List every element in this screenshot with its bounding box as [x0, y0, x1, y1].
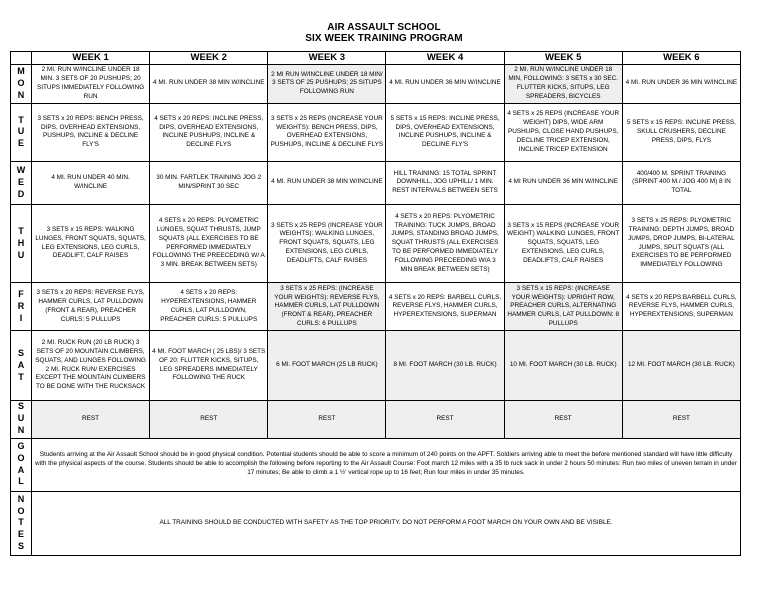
week-header: WEEK 1	[32, 52, 150, 65]
workout-cell: 4 SETS x 20 REPS: BARBELL CURLS, REVERSE FLYS, HAMMER CURLS, HYPEREXTENSIONS, SUPERMAN	[386, 283, 504, 331]
workout-cell: 3 SETS x 20 REPS: REVERSE FLYS, HAMMER CURLS, LAT PULLDOWN (FRONT & REAR), PREACHER CURLS: 5 PULLUPS	[32, 283, 150, 331]
day-letter: D	[17, 188, 25, 199]
workout-cell: 3 SETS x 25 REPS: PLYOMETRIC TRAINING: DEPTH JUMPS, BROAD JUMPS, DROP JUMPS, BI-LATERAL JUMPS, SPLIT SQUATS (ALL EXERCISES TO BE PERFORMED IMMEDIATELY FOLLOWING	[622, 204, 740, 283]
day-row-tuesday	[11, 103, 741, 161]
workout-cell: 3 SETS x 25 REPS (INCREASE YOUR WEIGHTS): BENCH PRESS, DIPS, OVERHEAD EXTENSIONS, PUSHUPS, INCLINE & DECLINE FLYS	[268, 103, 386, 161]
week-header: WEEK 3	[268, 52, 386, 65]
workout-cell: 4 MI. RUN UNDER 36 MIN W/INCLINE	[622, 65, 740, 104]
week-header: WEEK 2	[150, 52, 268, 65]
training-schedule-table	[10, 51, 741, 556]
day-letter: I	[19, 312, 23, 323]
goal-text: Students arriving at the Air Assault School should be in good physical condition. Potential students should be able to score a minimum of 240 points on the APFT. Soldiers arriving able to meet the before mentioned standard will have little difficulty with the physical aspects of the course. Students should be able to accomplish the following before reporting to the Air Assault Course: Foot march 12 miles with a 35 lb ruck sack in under 2 hours 50 minutes: Run two miles of uneven terrain in under 17 minutes; Be able to climb a 1 ½' vertical rope up to 16 feet; Run four miles in under 35 minutes.	[32, 438, 741, 491]
day-letter: E	[17, 138, 24, 149]
goal-letter: O	[17, 452, 25, 463]
day-letter: F	[18, 289, 24, 300]
workout-cell: 4 MI. RUN UNDER 38 MIN W/INCLINE	[150, 65, 268, 104]
workout-cell: 3 SETS x 15 REPS: WALKING LUNGES, FRONT SQUATS, SQUATS, LEG EXTENSIONS, LEG CURLS, DEADLIFT, CALF RAISES	[32, 204, 150, 283]
workout-cell: REST	[32, 400, 150, 438]
workout-cell: 3 SETS x 25 REPS: (INCREASE YOUR WEIGHTS): REVERSE FLYS, HAMMER CURLS, LAT PULLDOWN (FRONT & REAR), PREACHER CURLS: 6 PULLUPS	[268, 283, 386, 331]
workout-cell: 4 SETS x 20 REPS: PLYOMETRIC LUNGES, SQUAT THRUSTS, JUMP SQUATS (ALL EXERCISES TO BE PERFORMED IMMEDIATELY FOLLOWING THE PREECEDING W/ A 3 MIN. BREAK BETWEEN SETS)	[150, 204, 268, 283]
notes-letter: E	[17, 529, 24, 540]
workout-cell: 4 SETS x 20 REPS: PLYOMETRIC TRAINING: TUCK JUMPS, BROAD JUMPS, STANDING BROAD JUMPS, SQUAT THRUSTS (ALL EXERCISES TO BE PERFORMED IMMEDIATELY FOLLOWING PRECEEDING W/A 3 MIN BREAK BETWEEN SETS)	[386, 204, 504, 283]
workout-cell: 400/400 M. SPRINT TRAINING (SPRINT 400 M./ JOG 400 M) 8 IN TOTAL	[622, 161, 740, 204]
day-row-monday	[11, 65, 741, 104]
day-letter: N	[17, 425, 25, 436]
workout-cell: REST	[386, 400, 504, 438]
day-letter: W	[16, 165, 26, 176]
workout-cell: 5 SETS x 15 REPS: INCLINE PRESS, DIPS, OVERHEAD EXTENSIONS, INCLINE PUSHUPS, INCLINE & DECLINE FLY'S	[386, 103, 504, 161]
notes-text: ALL TRAINING SHOULD BE CONDUCTED WITH SAFETY AS THE TOP PRIORITY. DO NOT PERFORM A FOOT MARCH ON YOUR OWN AND BE VISIBLE.	[32, 491, 741, 555]
workout-cell: 2 MI RUN W/INCLINE UNDER 18 MIN/ 3 SETS OF 25 PUSHUPS; 25 SITUPS FOLLOWING RUN	[268, 65, 386, 104]
day-row-wednesday	[11, 161, 741, 204]
day-letter: T	[18, 114, 24, 125]
day-letter: T	[18, 371, 24, 382]
day-row-sunday	[11, 400, 741, 438]
workout-cell: 4 SETS x 25 REPS (INCREASE YOUR WEIGHT) DIPS, WIDE ARM PUSHUPS, CLOSE HAND PUSHUPS, DECLINE TRICEP EXTENSION, INCLINE TRICEP EXTENSION	[504, 103, 622, 161]
week-header: WEEK 4	[386, 52, 504, 65]
notes-letter: O	[17, 505, 25, 516]
workout-cell: 3 SETS x 15 REPS (INCREASE YOUR WEIGHT) WALKING LUNGES, FRONT SQUATS, SQUATS, LEG EXTENSIONS, LEG CURLS, DEADLIFTS, CALF RAISES	[504, 204, 622, 283]
workout-cell: 2 MI. RUN W/INCLINE UNDER 18 MIN. 3 SETS OF 20 PUSHUPS; 20 SITUPS IMMEDIATELY FOLLOWING RUN	[32, 65, 150, 104]
workout-cell: 4 SETS x 20 REPS:BARBELL CURLS, REVERSE FLYS, HAMMER CURLS, HYPEREXTENSIONS, SUPERMAN	[622, 283, 740, 331]
workout-cell: 4 MI. RUN UNDER 38 MIN W/INCLINE	[268, 161, 386, 204]
corner-cell	[11, 52, 32, 65]
day-letter: S	[17, 347, 24, 358]
workout-cell: 4 MI RUN UNDER 36 MIN W/INCLINE	[504, 161, 622, 204]
day-label	[11, 400, 32, 438]
workout-cell: 6 MI. FOOT MARCH (25 LB RUCK)	[268, 331, 386, 400]
day-letter: U	[17, 413, 25, 424]
workout-cell: 10 MI. FOOT MARCH (30 LB. RUCK)	[504, 331, 622, 400]
workout-cell: 30 MIN. FARTLEK TRAINING JOG 2 MIN/SPRINT 30 SEC	[150, 161, 268, 204]
day-letter: A	[17, 359, 25, 370]
day-letter: M	[17, 66, 25, 77]
day-label	[11, 283, 32, 331]
workout-cell: 3 SETS x 25 REPS (INCREASE YOUR WEIGHTS): WALKING LUNGES, FRONT SQUATS, SQUATS, LEG EXTENSIONS, LEG CURLS, DEADLIFTS, CALF RAISES	[268, 204, 386, 283]
goal-letter: A	[17, 464, 25, 475]
workout-cell: 5 SETS x 15 REPS: INCLINE PRESS, SKULL CRUSHERS, DECLINE PRESS, DIPS, FLYS	[622, 103, 740, 161]
workout-cell: 4 MI. RUN UNDER 40 MIN. W/INCLINE	[32, 161, 150, 204]
workout-cell: 2 MI. RUN W/INCLINE UNDER 18 MIN, FOLLOWING: 3 SETS x 30 SEC. FLUTTER KICKS, SITUPS, LEG SPREADERS, BICYCLES	[504, 65, 622, 104]
notes-label	[11, 491, 32, 555]
goal-label	[11, 438, 32, 491]
day-label	[11, 161, 32, 204]
goal-letter: G	[17, 440, 25, 451]
workout-cell: 3 SETS x 20 REPS: BENCH PRESS, DIPS, OVERHEAD EXTENSIONS, PUSHUPS, INCLINE & DECLINE FLY'S	[32, 103, 150, 161]
workout-cell: REST	[504, 400, 622, 438]
day-letter: R	[17, 300, 25, 311]
workout-cell: REST	[268, 400, 386, 438]
day-letter: T	[18, 225, 24, 236]
workout-cell: 12 MI. FOOT MARCH (30 LB. RUCK)	[622, 331, 740, 400]
workout-cell: 2 MI. RUCK RUN (20 LB RUCK) 3 SETS OF 20 MOUNTAIN CLIMBERS, SQUATS, AND LUNGES FOLLOWING 2 MI. RUCK RUN/ EXERCISES EXCEPT THE MOUNTAIN CLIMBERS TO BE DONE WITH THE RUCKSACK	[32, 331, 150, 400]
workout-cell: REST	[150, 400, 268, 438]
goal-row	[11, 438, 741, 491]
week-header: WEEK 6	[622, 52, 740, 65]
day-label	[11, 331, 32, 400]
week-header: WEEK 5	[504, 52, 622, 65]
day-letter: U	[17, 249, 25, 260]
notes-letter: N	[17, 493, 25, 504]
day-letter: E	[17, 176, 24, 187]
document-title: AIR ASSAULT SCHOOL	[327, 22, 441, 33]
week-header-row	[11, 52, 741, 65]
workout-cell: 4 MI. FOOT MARCH ( 25 LBS)/ 3 SETS OF 20: FLUTTER KICKS, SITUPS, LEG SPREADERS IMMEDIATELY FOLLOWING THE RUCK	[150, 331, 268, 400]
notes-letter: T	[18, 517, 24, 528]
notes-letter: S	[17, 541, 24, 552]
day-letter: S	[17, 401, 24, 412]
day-letter: N	[17, 89, 25, 100]
workout-cell: 4 MI. RUN UNDER 36 MIN W/INCLINE	[386, 65, 504, 104]
workout-cell: 8 MI. FOOT MARCH (30 LB. RUCK)	[386, 331, 504, 400]
day-letter: O	[17, 77, 25, 88]
day-label	[11, 103, 32, 161]
day-row-thursday	[11, 204, 741, 283]
day-label	[11, 204, 32, 283]
document-subtitle: SIX WEEK TRAINING PROGRAM	[305, 33, 463, 44]
day-row-friday	[11, 283, 741, 331]
workout-cell: 4 SETS x 20 REPS: HYPEREXTENSIONS, HAMMER CURLS, LAT PULLDOWN, PREACHER CURLS: 5 PULLUPS	[150, 283, 268, 331]
workout-cell: 3 SETS x 15 REPS: (INCREASE YOUR WEIGHTS): UPRIGHT ROW, PREACHER CURLS, ALTERNATING HAMMER CURLS, LAT PULLDOWN: 8 PULLUPS	[504, 283, 622, 331]
day-letter: U	[17, 126, 25, 137]
day-label	[11, 65, 32, 104]
day-letter: H	[17, 237, 25, 248]
notes-row	[11, 491, 741, 555]
workout-cell: HILL TRAINING: 15 TOTAL SPRINT DOWNHILL, JOG UPHILL/ 1 MIN. REST INTERVALS BETWEEN SETS	[386, 161, 504, 204]
workout-cell: REST	[622, 400, 740, 438]
workout-cell: 4 SETS x 20 REPS: INCLINE PRESS, DIPS, OVERHEAD EXTENSIONS, INCLINE PUSHUPS, INCLINE & DECLINE FLYS	[150, 103, 268, 161]
goal-letter: L	[18, 476, 24, 487]
day-row-saturday	[11, 331, 741, 400]
